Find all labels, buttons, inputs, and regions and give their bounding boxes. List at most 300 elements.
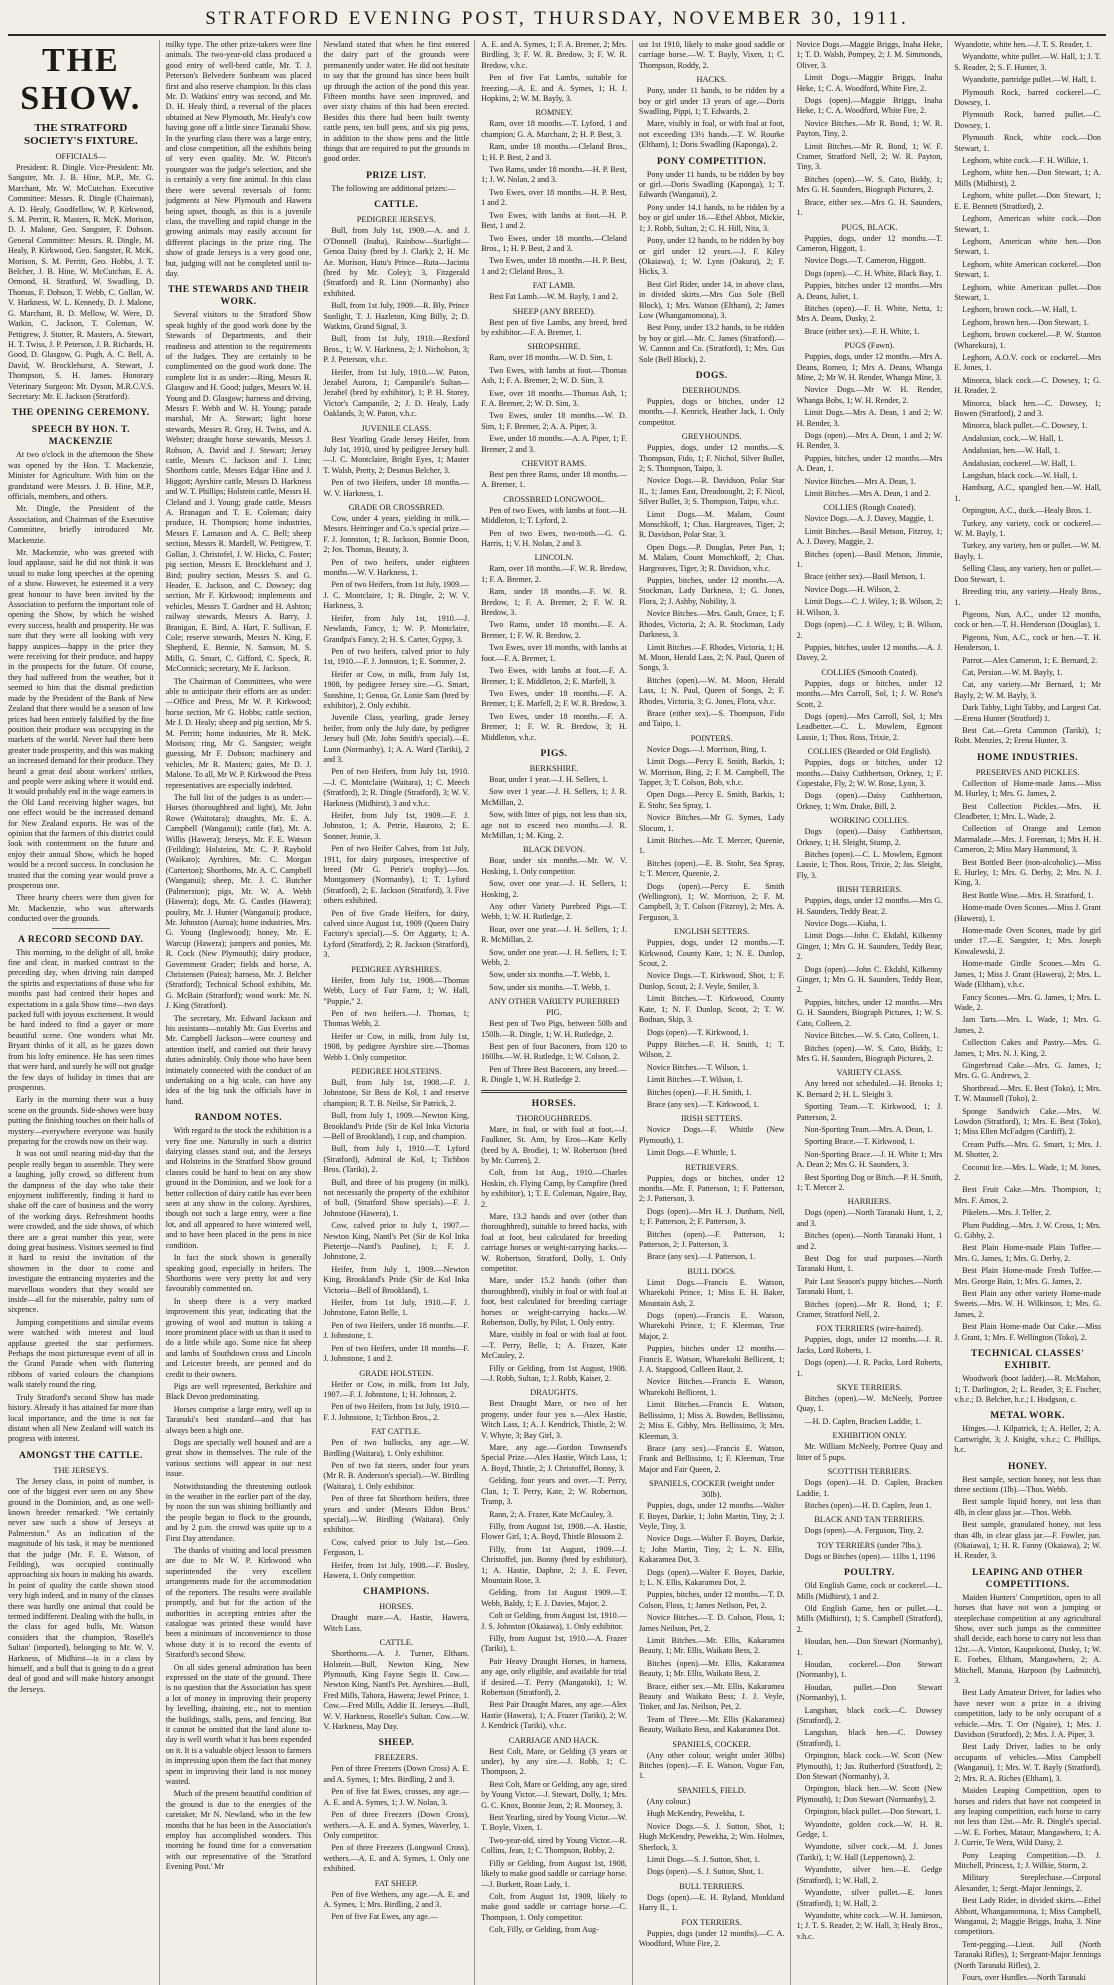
sub-heading: FOX TERRIERS. [681,1917,742,1927]
paragraph: Pen of two bullocks, any age.—W. Birdling (Waitara), 1. Only exhibitor. [323,1438,470,1458]
paragraph: Novice Bitches.—T. Wilson, 1. [646,1062,749,1072]
paragraph: Orpington, black hen.—W. Scott (New Plymouth), 1; Don Stewart (Normanby), 2. [796,1784,943,1804]
paragraph: Limit Bitches.—T. Wilson, 1. [646,1075,743,1085]
sub-heading: COLLIES (Smooth Coated). [821,667,918,677]
paragraph: Pen of three fat Shorthorn heifers, three years and under (Messrs Eldon Bros.' special).—W. Birdling (Waitara). Only exhibitor. [323,1494,470,1535]
paragraph: Puppy Bitches.—F. H. Smith, 1; T. Wilson, 2. [638,1039,785,1060]
sub-heading: CATTLE. [379,1638,413,1648]
paragraph: Best Bottle Wine.—Mrs. H. Stratford, 1. [962,890,1094,900]
paragraph: Boar, under 1 year.—J. H. Sellers, 1. [489,774,608,784]
paragraph: On all sides general admiration has been expressed on the state of the ground. There is no question that the Association has spent a lot of money in improving their property by levelling, draining, etc., not to mention the buildings, stalls, pens, and fencing. But it cannot be omitted that the land alone to-day is well worth what it has been expended on it. It is a valuable object lesson to farmers in impressing upon them the fact that money spent in improving their land is not money wasted. [165,1662,312,1786]
paragraph: Pen of two heifers, under eighteen months.—W. V. Harkness, 1. [323,557,470,578]
paragraph: Pen of two heifers.—J. Thomas, 1; Thomas Webb, 2. [323,1008,470,1029]
paragraph: Wyandotte, golden cock.—W. H. R. Gedge, 1. [796,1819,943,1840]
paragraph: Heifer or Cow, in milk, from 1st July, 1907.—F. J. Johnstone, 1; H. Johnson, 2. [323,1379,470,1399]
paragraph: Sow, under six months.—T. Webb, 1. [489,970,610,980]
paragraph: Old English Game, cock or cockerel.—L. Mills (Midhirst), 1 and 2. [796,1581,943,1601]
paragraph: Puppies, dogs, under 12 months.—Walter F. Boyes, Darkie, 1; John Martin, Tiny, 2; J. Veyle, Tiny, 3. [638,1501,785,1531]
paragraph: Best Lady Amateur Driver, for ladies who have never won a prize in a driving competition, lady to be only occupant of a vehicle.—Mrs. T. Orr (Ngaire), 1; Mrs. J. Davidson (Stratford), 2; Mrs. J. A. Piper, 3. [954,1688,1101,1740]
paragraph: Open Dogs.—P. Douglas, Peter Pan, 1; M. Malam, Count Monschkoff, 2; Chas. Hargreaves, Tiger, 3; R. Davidson, v.h.c. [638,542,785,573]
paragraph: Pen of two Heifers, under 18 months.—W. V. Harkness, 1. [323,478,470,498]
paragraph: Brace (any sex).—T. Kirkwood, 1. [646,1099,760,1109]
paragraph: Cat, any variety.—Mr Bernard, 1; Mr Bayly, 2; W. M. Bayly, 3. [954,680,1101,700]
paragraph: Novice Dogs.—Mr W. H. Render, Whanga Bobs, 1; W. H. Render, 2. [796,385,943,405]
paragraph: Sporting Brace.—T. Kirkwood, 1. [804,1137,915,1147]
paragraph: Bull, from 1st July, 1909.—R. Bly, Prince Sunlight, T. J. Hazleton, King Billy, 2; D. Watkins, Grand Signal, 3. [323,301,470,331]
paragraph: Langshan, black cock.—W. Hall, 1. [962,471,1078,481]
paragraph: Filly or Gelding, from August 1st, 1908, likely to make good saddle or carriage horse.—J. Burkett, Roan Lady, 1. [481,1858,627,1889]
paragraph: Novice Dogs.—A. J. Davey, Maggie, 1. [804,514,934,524]
paragraph: Houdan, pullet.—Don Stewart (Normanby), 1. [796,1682,943,1703]
sub-heading: SKYE TERRIERS. [836,1383,903,1393]
sub-heading: JUVENILE CLASS. [361,423,432,433]
paragraph: Team of Three.—Mr. Ellis (Kakaramea) Beauty, Waikato Bess, and Kakaramea Dot. [638,1714,785,1735]
sub-heading: SCOTTISH TERRIERS. [827,1467,912,1477]
paragraph: Puppies, bitches under 12 months.—Francis E. Watson, Wharekohi Bellicent, 1; J. A. Stapgood, Colleen Baur, 2. [638,1344,785,1375]
section-heading: RANDOM NOTES. [194,1113,283,1124]
paragraph: Turkey, any variety, cock or cockerel.—W. M. Bayly, 1. [954,518,1101,539]
paragraph: Ram, over 18 months.—T. Lyford, 1 and champion; G. A. Marchant, 2; H. P. Best, 3. [481,119,627,139]
paragraph: Dogs (open).—Daisy Cuthbertson, Orkney, 1; H. Sleight, Stump, 2. [796,827,943,847]
sub-heading: IRISH TERRIERS. [836,885,903,895]
paragraph: Truly Stratford's second Show has made history. Already it has attained far more than local importance, and the time is not far distant when all New Zealand will watch its progress with interest. [8,1392,154,1444]
sub-heading: BULL TERRIERS. [679,1881,745,1891]
paragraph: Dogs (open).—C. J. Wiley, 1; B. Wilson, 2. [796,620,943,640]
paragraph: Limit Dogs.—C. J. Wiley, 1; B. Wilson, 2; H. Wilson, 3. [796,597,943,617]
sub-heading: VARIETY CLASS. [836,1068,903,1078]
paragraph: Dogs (open).—T. Kirkwood, 1. [646,1027,749,1037]
sub-heading: SHROPSHIRE. [527,342,581,352]
sub-heading: HARRIERS. [847,1197,892,1207]
paragraph: —H. D. Caplen, Bracken Laddie, 1. [804,1416,921,1426]
sub-heading: ENGLISH SETTERS. [674,927,750,937]
section-heading: PONY COMPETITION. [656,156,767,167]
section-heading: THE STRATFORD SOCIETY'S FIXTURE. [24,122,138,147]
column-7 [954,40,1106,1985]
paragraph: Best Draught Mare, or two of her progeny, under four yea s.—Alex Hastie, Witch Lass, 1; A. J. Kendrick, Thistle, 2; W. V. Whyte, 3; Bay Girl, 3. [481,1399,627,1440]
sub-heading: GRADE OR CROSSBRED. [348,503,445,513]
paragraph: Shorthorns.—A. J. Turner, Eltham. Holstein.—Bull, Newton King, New Plymouth, King Fayne Segis II. Cow.—Newton King, Nantl's Pet. Ayrshires.—Bull, Fred Mills, Tahora, Hawera; Jewel Prince, 1. Cow.—Fred Mills, Addie II. Jerseys.—Bull, W. V. Harkness, Roselle's Sultan. Cow.—W. V. Harkness, May Day. [323,1649,470,1732]
paragraph: Puppies, dogs or bitches, under 12 months.—Daisy Cuthbertson, Orkney, 1; F. Copestake, Fly, 2; W. W. Rose, Lyon, 3. [796,758,943,788]
section-heading: SHEEP. [378,1738,415,1749]
sub-heading: PEDIGREE JERSEYS. [356,215,436,225]
paragraph: Two Ewes, over 18 months.—H. P. Best, 1 and 2. [481,187,627,208]
paragraph: Notwithstanding the threatening outlook in the weather in the earlier part of the day, by noon the sun was shining brilliantly and the people began to flock to the grounds, and by 2 p.m. the crowd was quite up to a First Day attendance. [165,1481,312,1543]
paragraph: Best Colt, Mare or Gelding, any age, sired by Young Victor.—J. Stewart, Dolly, 1; Mrs. G. C. Knox, Bonnie Jean, 2; R. Moorsey, 3. [481,1779,627,1810]
sub-heading: PEDIGREE HOLSTEINS. [351,1066,442,1076]
paragraph: Brace (either sex).—S. Thompson, Fido and Taipo, 1. [638,708,785,729]
paragraph: Bull, from July 1, 1910.—T. Lyford (Stratford), Admiral de Kol, 1; Tichbon Bros. (Tariki), 2. [323,1144,470,1175]
sub-heading: THOROUGHBREDS. [515,1113,593,1123]
paragraph: Leghorn, white cock.—F. H. Wilkie, 1. [962,156,1089,166]
paragraph: Bitches (open).—Basil Metson, Jimmie, 1. [796,549,943,570]
paragraph: Puppies, bitches, under 12 months.—Mrs A. Dean, 1. [796,453,943,474]
paragraph: Dogs (open).—J. R. Packs, Lord Roberts, 1. [796,1358,943,1378]
paragraph: Any breed not scheduled.—H. Brooks 1; K. Bernard 2; H. L. Sleight 3. [796,1079,943,1099]
sub-heading: PRESERVES AND PICKLES. [975,767,1080,777]
paragraph: Pair Heavy Draught Horses, in harness, any age, only eligible, and available for trial if desired.—T. Perry (Mangatoki), 1; W. Robertson (Stratford), 2. [481,1656,627,1697]
paragraph: Rann, 2; A. Frazer, Kate McCauley, 3. [489,1509,614,1519]
paragraph: Puppies, bitches under 12 months.—Mrs A. Deans, Juliet, 1. [796,281,943,301]
paragraph: Fours, over Hurdles.—North Taranaki [962,1973,1086,1982]
paragraph: Mare, in foal, or with foal at foot.—J. Faulkner, St. Ann, by Eros—Kate Kelly (bred by A. Brodie), 1; W. Robertson (bred by Mr. Curren), 2. [481,1124,627,1165]
sub-heading: SPANIELS, COCKER. [672,1739,751,1749]
sub-heading: HACKS. [696,75,727,85]
paragraph: Puppies, dogs or bitches, under 12 months.—Mr. F. Patterson, 1; F. Patterson, 2; J. Patterson, 3. [638,1173,785,1204]
paragraph: Novice Dogs.—J. Morrison, Bing, 1. [646,744,767,754]
paragraph: Woodwork (boot ladder).—R. McMahon, 1; T. Darlington, 2; L. Reader, 3; E. Fischer, v.h.c.; D. Belcher, h.c.; I. Hodgson, c. [954,1374,1101,1404]
paragraph: Colt or Gelding, from August 1st, 1910.—J. S. Johnston (Okaiawa), 1. Only exhibitor. [481,1611,627,1631]
paragraph: Pen of five Fat Ewes, any age.— [331,1912,438,1922]
paragraph: Best sample, section honey, not less than three sections (1lb).—Thos. Webb. [954,1474,1101,1494]
sub-heading: BLACK AND TAN TERRIERS. [814,1515,925,1525]
paragraph: Pen of five Wethers, any age.—A. E. and A. Symes, 1; Mrs. Birdling, 2 and 3. [323,1889,470,1909]
paragraph: Limit Bitches.—Basil Metson, Fitzroy, 1; A. J. Davey, Maggie, 2. [796,526,943,547]
sub-heading: ANY OTHER VARIETY PUREBRED PIG. [488,997,620,1018]
paragraph: Brace, either sex.—Mr. Ellis, Kakaramea Beauty and Waikato Bess; J. J. Veyle, Tinker, and Jas. Neilson, Pet, 2. [638,1681,785,1712]
paragraph: Novice Dogs.—Walter F. Boyes, Darkie, 1; John Martin, Tiny, 2; L. N. Ellis, Kakaramea Dot, 3. [638,1534,785,1565]
paragraph: Dogs (open).—Mrs Carroll, Sol, 1; Mrs Leadbetter.—C. L. Mowlem, Egmont Lassie, 1; Thos. Ross, Trixie, 2. [796,711,943,742]
paragraph: Collection Cakes and Pastry.—Mrs. G. James, 1; Mrs. N. J. King, 2. [954,1038,1101,1058]
paragraph: Pen of Three Best Baconers, any breed.—R. Dingle 1, W. H. Rutledge 2. [481,1064,627,1085]
sub-heading: SHEEP (ANY BREED). [512,306,596,316]
paragraph: Leghorn, A.O.V. cock or cockerel.—Mrs E. Jones, 1. [954,352,1101,373]
paragraph: Filly, from 1st August, 1909.—J. Christoffel, jun. Bonny (bred by exhibitor), 1; A. Hastie, Daphne, 2; J. E. Fever, Mountain Rose, 3. [481,1544,627,1585]
paragraph: Novice Bitches.—Mrs. Gault, Grace, 1; F. Rhodes, Victoria, 2; A. R. Stockman, Lady Darkness, 3. [638,609,785,640]
paragraph: Two Ewes, under 18 months.—H. P. Best, 1 and 2; Cleland Bros., 3. [481,256,627,276]
paragraph: Pen of two Heifers, under 18 months—F. J. Johnstone, 1 and 2. [323,1343,470,1364]
paragraph: Any other Variety Purebred Pigs.—T. Webb, 1; W. H. Rutledge, 2. [481,902,627,922]
paragraph: Sporting Team.—T. Kirkwood, 1; J. Patterson, 2. [796,1102,943,1122]
paragraph: Two Ewes, under 18 months.—F. A. Bremer, 1; F. W. R. Bredow, 3; H. Middleton, v.h.c. [481,711,627,742]
paragraph: Andalusian, cock.—W. Hall, 1. [962,433,1064,443]
paragraph: Pen of two Ewes, two-tooth.—G. G. Harris, 1; V. H. Nolan, 2 and 3. [481,528,627,549]
paragraph: Home-made Oven Scones.—Miss J. Grant (Hawera), 1. [954,903,1101,923]
paragraph: Dogs (open).—C. H. White, Black Bay, 1. [804,268,942,278]
paragraph: Brace (either sex).—F. H. White, 1. [804,326,920,336]
paragraph: Novice Dogs.—S. J. Sutton, Shot, 1; Hugh McKendry, Pewekha, 2; Wm. Holmes, Sherlock, 3. [638,1821,785,1852]
sub-heading: BLACK DEVON. [523,845,585,855]
paragraph: Pen of two heifers, calved prior to July 1st, 1910.—F. J. Jonnston, 1; E. Sommer, 2. [323,646,470,667]
paragraph: Mr. Mackenzie, who was greeted with loud applause, said he did not think it was usual to make long speeches at the opening of a show. However, he esteemed it a very great honour to have been invited by the Association to perform the important role of opening the Show, by which he wished every success, health and prosperity. He was sure that they were all looking with very happy auspices—happy in the price they were receiving for their produce, and happy in the prospects for the future. Of course, they had suffered from the weather, but it seemed to him that the dismal prediction made by the President of the Bank of New Zealand that there would be a season of low prices had been entirely falsified by the fine position their produce was occupying in the markets of the world. Never had there been greater trade prosperity, and this was making an increased demand for their produce. They heard a great deal about workers' strikes, and people were asking where it would end. It would probably end in the wage earners in the Old Land receiving higher wages, but one effect would be the increased demand for New Zealand exports. He was of the opinion that the farmers of this district could look with contentment on the future and enjoy their annual Show, which he hoped would be a record success. In conclusion he trusted that the coming year would prove a prosperous one. [8,548,154,890]
paragraph: Pen of two Ewes, with lambs at foot.—H. Middleton, 1; T. Lyford, 2. [481,505,627,526]
paragraph: Pair Last Season's puppy bitches.—North Taranaki Hunt, 1. [796,1276,943,1297]
paragraph: Plum Pudding.—Mrs. J. W. Cross, 1; Mrs. G. Gibby, 2. [954,1220,1101,1241]
paragraph: Hugh McKendry, Pewekha, 1. [646,1809,745,1819]
column-3 [323,40,475,1985]
paragraph: Military Steeplechase.—Corporal Alexander, 1; Sergt.-Major Jennings, 2. [954,1873,1101,1893]
paragraph: The Jersey class, in point of number, is one of the biggest ever seen on any Show ground in the Dominion, and, as one well-known breeder remarked: "We certainly never saw such a show of Jerseys at Palmerston." As an indication of the magnitude of his task, it may be mentioned that the judge (Mr. F. E. Watson, of Feilding), was occupied continually approaching six hours in making his awards. In point of quality the cattle shown stood very high indeed, and in many of the classes there was hardly one animal that could be termed indifferent. Dealing with the bulls, in the class for aged bulls, Mr. Watson considers that the champion, 'Roselle's Sultan' (imported), belonging to Mr. W. V. Harkness, of Midhirst—is in a class by himself, and a bull that is going to do a great deal of good and will make history amongst the Jerseys. [8,1476,154,1694]
paragraph: Dogs (open).—S. J. Sutton, Shot, 1. [646,1867,764,1877]
paragraph: Orpington, black cock.—W. Scott (New Plymouth), 1; Jas. Rutherford (Stratford), 2; Don Stewart (Normanby), 3. [796,1751,943,1782]
paragraph: Bitches (open).—Mr R. Bond, 1; F. Cramer, Stratford Nell, 2. [796,1299,943,1320]
sub-heading: THE JERSEYS. [53,1465,109,1475]
paragraph: Best Colt, Mare, or Gelding (3 years or under), by any sire.—J. Robb, 1; C. Thompson, 2. [481,1746,627,1777]
paragraph: Brace, either sex.—Mrs G. H. Saunders, 1. [796,197,943,218]
paragraph: Two Ewes, with lambs at foot.—F. A. Bremer, 1; E. Middleton, 2; E. Marfell, 3. [481,666,627,686]
paragraph: Leghorn, brown cock.—W. Hall, 1. [962,305,1077,315]
paragraph: Wyandotte, white cock.—W. H. Jamieson, 1; J. T. S. Reader, 2; W. Hall, 3; Healy Bros., v.h.c. [796,1910,943,1941]
paragraph: Jam Tarts.—Mrs. L. Wade, 1; Mrs. G. James, 2. [954,1015,1101,1035]
sub-heading: PUGS, BLACK. [841,222,898,232]
paragraph: Heifer, from 1st July, 1910.—W. Paton, Jezabel Aurora, 1; Campanile's Sultan—Jezabel (bred by exhibitor), 1; P. H. Storey, Victor's Campanile, 2; J. D. Healy, Lady Oaklands, 3; W. Paton, v.h.c. [323,367,470,419]
paragraph: Heifer, from July 1, 1909.—Newton King, Brookland's Pride (Sir de Kol Inka Victoria—Bell of Brookland), 1. [323,1264,470,1295]
paragraph: Dogs (open).—E. H. Ryland, Monkland Harry II., 1. [638,1892,785,1913]
paragraph: Novice Bitches.—Francis E. Watson, Wharekohi Bellicent, 1. [638,1377,785,1397]
paragraph: Bitches (open).—F. H. Smith, 1. [646,1087,752,1097]
paragraph: Pen of two Heifers, from 1st July, 1909.—J. C. Montclaire, 1; R. Dingle, 2; W. V. Harkness, 3. [323,580,470,611]
paragraph: Filly, from August 1st, 1910.—A. Frazer (Tariki), 1. [481,1633,627,1654]
paragraph: Filly or Gelding, from 1st August, 1908.—J. Robb, Sultan, 1; J. Robb, Kaiser, 2. [481,1363,627,1384]
paragraph: Sponge Sandwich Cake.—Mrs. W. Lowdon (Stratford), 1; Mrs. E. Best (Toko), 1; Miss Ellen McFadgen (Cardiff), 2. [954,1106,1101,1137]
paragraph: Best Girl Rider, under 14, in above class, in divided skirts.—Mrs Gus Sole (Bell Block), 1; Mrs. Watson (Eltham), 2; James Low (Whangamomona), 3. [638,279,785,320]
paragraph: Best pen of four Baconers, from 120 to 160lbs.—W. H. Rutledge, 1; W. Colson, 2. [481,1042,627,1062]
paragraph: Pen of five fat Ewes, crosses, any age.—A. E. and A. Symes, 1; J. W. Nolan, 3. [323,1787,470,1807]
section-heading: METAL WORK. [990,1411,1066,1422]
paragraph: Wyandotte, silver cock.—M. J. Jones (Tariki), 1; W. Hall (Leppertown), 2. [796,1842,943,1862]
paragraph: Non-Sporting Brace.—J. H. White 1; Mrs A. Dean 2; Mrs G. H. Saunders, 3. [796,1149,943,1170]
paragraph: Leghorn, American white cock.—Don Stewart, 1. [954,214,1101,234]
paragraph: Bull, from July 1st, 1908.—F. J. Johnstone, Sir Bess de Kol, 1 and reserve champion; R. T. B. Neilse, Sir Patrick, 2. [323,1077,470,1108]
paragraph: Bitches (open).—F. Patterson, 1; Patterson, 2; J. Patterson, 3. [638,1229,785,1249]
paragraph: Two Ewes, with lambs at foot.—Thomas Ash, 1; F. A. Bremer, 2; W. D. Sim, 3. [481,365,627,386]
paragraph: In sheep there is a very marked improvement this year, indicating that the growing of wool and mutton is taking a more prominent place with us than it used to do a little while ago. Some nice fat sheep and lambs of Southdown cross and Lincoln and Leicester breeds, are penned and do credit to their owners. [165,1296,312,1379]
paragraph: Wyandotte, white pullet.—W. Hall, 1; J. T. S. Reader, 2; S. F. Hunter, 3. [954,52,1101,72]
paragraph: Wyandotte, partridge pullet.—W. Hall, 1. [962,75,1097,85]
paragraph: Dogs (open).—Walter F. Boyes, Darkie, 1; L. N. Ellis, Kakaramea Dot, 2. [638,1567,785,1587]
paragraph: Limit Dogs.—Maggie Briggs, Inaha Heke, 1; C. A. Woodford, White Fire, 2. [796,73,943,93]
column-6 [797,40,949,1985]
section-heading: PIGS. [540,748,568,759]
paragraph: Mare, any age.—Gordon Townsend's Special Prize.—Alex Hastie, Witch Lass, 1; A. Boyd, Thistle, 2; J. Christoffel, Bonny, 3. [481,1443,627,1473]
paragraph: Limit Bitches.—Mr. T. Mercer, Queenie, 1. [638,836,785,856]
paragraph: Breeding trio, any variety.—Healy Bros., 1. [954,587,1101,607]
paragraph: Plymouth Rock, barred pullet.—C. Dowsey, 1. [954,110,1101,130]
paragraph: Best Plain Home-made Plain Toffee.—Mrs. G. James, 1; Mrs. G. Derby, 2. [954,1243,1101,1263]
paragraph: Bitches (open).—C. L. Mowlem, Egmont Lassie, 1; Thos. Ross, Trixie, 2; Jas. Sleight, Fly, 3. [796,850,943,880]
paragraph: Brace (any sex).—Francis E. Watson, Frank and Bellissimo, 1; F. Kleeman, True Major and Fair Queen, 2. [638,1443,785,1474]
paragraph: Andalusian, cockerel.—W. Hall, 1. [962,458,1076,468]
sub-heading: FAT LAMB. [532,281,576,291]
paragraph: Heifer, from July 1st, 1909.—F. J. Johnston, 1; A. Petrie, Hauroto, 2; E. Sonner, Jeanie, 3. [323,811,470,841]
paragraph: Leghorn, white American cockerel.—Don Stewart, 1. [954,259,1101,280]
paragraph: Colt, from 1st Aug., 1910.—Charles Hoskin, ch. Flying Camp, by Campfire (bred by exhibitor), 1; T. E. Coleman, Ngaire, Bay, 2. [481,1168,627,1209]
paragraph: Early in the morning there was a busy scene on the grounds. Side-shows were busy putting the finishing touches on their halls of mystery—everywhere everyone was busily preparing for the crowds now on their way. [8,1095,154,1146]
sub-heading: CARRIAGE AND HACK. [508,1735,600,1745]
paragraph: Pen of two Heifers, from 1st July, 1910.—F. J. Johnstone, 1; Tichbon Bros., 2. [323,1402,470,1422]
paragraph: Mare, visibly in foal or with foal at foot.—T. Perry, Belle, 1; A. Frazer, Kate McCauley, 2. [481,1330,627,1361]
section-heading: SPEECH BY HON. T. MACKENZIE [31,425,131,448]
sub-heading: SPANIELS, COCKER (weight under 30lb). [649,1479,775,1500]
paragraph: Dogs (open).—Percy E. Smith (Wellington), 1; W. Morrison, 2; F. M. Campbell, 3; T. Colson (Fitzroy), 2; Mrs. A. Ferguson, 3. [638,881,785,922]
sub-heading: COLLIES (Bearded or Old English). [807,747,932,757]
paragraph: Best Fat Lamb.—W. M. Bayly, 1 and 2. [489,292,618,302]
paragraph: Best Lady Driver, ladies to be only occupants of vehicles.—Miss Campbell (Wanganui), 1; Mrs. W. T. Bayly (Stratford), 2; Mrs. R. A. Riches (Eltham), 3. [954,1742,1101,1783]
sub-heading: WORKING COLLIES. [829,816,909,826]
paragraph: Mare, 13.2 hands and over (other than thoroughbred), suitable to breed hacks, with foal at foot, best calculated for breeding carriage horses or weight-carrying hacks.—W. Robertson, Stratford, Dolly, 1. Only competitor. [481,1211,627,1273]
paragraph: Parrot.—Alex Cameron, 1; E. Bernard, 2. [962,655,1098,665]
paragraph: Puppies, dogs, under 12 months.—T. Cameron, Higgott, 1. [796,233,943,253]
paragraph: The Chairman of Committees, who were able to anticipate their efforts are as under:—Office and Press, Mr W. P. Kirkwood; horse section, Mr G. Hobbs; cattle section, Mr J. D. Healy; sheep and pig section, Mr S. M. Perritt; home industries, Mr R. McK. Morison; ring, Mr G. Sangster; weight guessing, Mr F. Dobson; machinery and vehicles, Mr R. Masters; gates, Mr D. J. Malone. To all, Mr W. P. Kirkwood the Press representatives are especially indebted. [165,676,312,790]
paragraph: Bull, from July 1st, 1909.—A. and J. O'Donnell (Inaha), Rainbow—Starlight—Genoa Daisy (bred by J. Clark); 2, H. Mc Ae. Morison, Hatu's Prince—Ruta—Jacinta (bred by Mr. Coley); 3, Fitzgerald (Stratford) and R. Linn (Normanby) also exhibited. [323,226,470,298]
paragraph: Best pen three Rams, under 18 months.—A. Bremer, 1. [481,470,627,490]
paragraph: Novice Bitches.—Mrs A. Dean, 1. [804,476,917,486]
paragraph: Best sample liquid honey, not less than 4lb, in clear glass jar.—Thos. Webb. [954,1497,1101,1517]
paragraph: Collection of Orange and Lemon Marmalade.—Mrs. J. Foreman, 1; Mrs H. H. Cameron, 2; Miss Mary Hammond, 3. [954,824,1101,855]
paragraph: Bull, from July 1, 1909.—Newton King, Brookland's Pride (Sir de Kol Inka Victoria—Bell of Brookland), 1 cup, and champion. [323,1111,470,1141]
paragraph: Heifer, from 1st July, 1908.—F. Bosley, Hawera, 1. Only competitor. [323,1560,470,1580]
sub-heading: POINTERS. [690,733,733,743]
paragraph: Dogs or Bitches (open).— 11lbs 1, 1196 [804,1551,936,1561]
paragraph: Selling Class, any variety, hen or pullet.—Don Stewart, 1. [954,564,1101,584]
paragraph: With regard to the stock the exhibition is a very fine one. Naturally in such a district dairying classes stand out, and the Jerseys and Holsteins in the Stratford Show ground classes could be hard to beat on any show ground in the Dominion, and we look for a better collection of dairy cattle has ever been seen at any show in the colony. Ayrshires, though not such a large entry, were a fine lot, and all appeared to have wintered well, and to have been placed in the pens in nice condition. [165,1126,312,1250]
paragraph: Leghorn, white American pullet.—Don Stewart, 1. [954,282,1101,302]
section-heading: HORSES. [531,1098,577,1109]
sub-heading: TOY TERRIERS (under 7lbs.). [816,1540,923,1550]
paragraph: Heifer, from July 1st, 1908.—Thomas Webb, Lucy of Fair Farm, 1; W. Hall, "Poppie," 2. [323,975,470,1006]
sub-heading: PEDIGREE AYRSHIRES. [351,964,442,974]
sub-heading: CROSSBRED LONGWOOL. [503,494,605,504]
paragraph: Novice Bitches.—W. S. Cato, Colleen, 1. [804,1031,939,1041]
paragraph: Ram, over 18 months.—W. D. Sim, 1. [489,353,613,363]
paragraph: Gingerbread Cake.—Mrs. G. James, 1; Mrs. G. G. Andrews, 2. [954,1060,1101,1081]
paragraph: Home-made Oven Scones, made by girl under 17.—E. Sangster, 1; Mrs. Joseph Kowalewski, 2. [954,926,1101,956]
paragraph: Maiden Hunters' Competition, open to all horses that have not won a jumping or steeplechase competition at any agricultural Show, over such jumps as the committee shall decide, each horse to carry not less than 12st.—A. Vinton, Kaupokonui, Dusky, 1; W. E. Forbes, Eltham, Mangawhero, 2; A. Mitchell, Manaia, Harpoon (by Ladmitch), 3. [954,1592,1101,1686]
paragraph: Best Dog for stud purposes.—North Taranaki Hunt, 1. [796,1254,943,1274]
sub-heading: FAT CATTLE. [371,1427,422,1437]
paragraph: This morning, to the delight of all, broke fine and clear, in marked contrast to the preceding day, when driving rain damped the spirits and expectations of those who for months past had centred their hopes and expectations in a gala Show time—two days packed full with joyous excitement. It would be hard indeed to find a gayer or more beautiful scene. One wonders what Mr. Bryant thinks of it all, as he gazes down from his lofty eminence. He has seen times that were hard, and surely he will not grudge the few days of holiday in times that are prosperous. [8,947,154,1092]
paragraph: Pony, under 12 hands, to be ridden by boy or girl under 12 years.—J. F. Kiley (Okaiawa), 1; W. Lynn (Oakura), 2; F. Hicks, 3. [638,236,785,277]
section-heading: HOME INDUSTRIES. [977,752,1079,763]
paragraph: Best Yearling Grade Jersey Heifer, from July 1st, 1910, sired by pedigree Jersey bull.—J. C. Montclaire, Bright Eyes, 1; Master T. Walsh, Pretty, 2; Desmus Belcher, 3. [323,434,470,475]
paragraph: Novice Bitches.—Mr R. Bond, 1; W. R. Payton, Tiny, 2. [796,118,943,139]
paragraph: Best Bottled Beer (non-alcoholic).—Miss E. Hurley, 1; Mrs. G. Derby, 2; Mrs. N. J. King, 3. [954,857,1101,888]
paragraph: Limit Dogs.—Percy E. Smith, Barkis, 1; W. Morrison, Bing, 2; F. M. Campbell, The Tapper, 3; T. Colson, Bob, v.h.c. [638,757,785,787]
paragraph: Minorca, black hen.—C. Dowsey, 1; Bowen (Stratford), 2 and 3. [954,398,1101,418]
paragraph: Dogs (open).—Mrs H. J. Dunham, Nell, 1; F. Patterson, 2; F. Patterson, 3. [638,1206,785,1227]
paragraph: Plymouth Rock, white cock.—Don Stewart, 1. [954,133,1101,153]
paragraph: Best Pair Draught Mares, any age.—Alex Hastie (Hawera), 1; A. Frazer (Tariki), 2; W. J. Kendrick (Tariki), v.h.c. [481,1700,627,1731]
paragraph: Cow, under 4 years, yielding in milk.—Messrs. Heitringer and Co.'s special prize.—F. J. Jonnston, 1; R. Jackson, Bonnie Doon, 2; Jos. Thomas, Beauty, 3. [323,514,470,555]
paragraph: Heifer or Cow, in milk, from July 1st, 1908, by pedigree Jersey sire.—G. Smart, Sunshine, 1; Genoa, Gr. Lonie Sam (bred by exhibitor), 2. Only exhibit. [323,669,470,710]
paragraph: Gelding, four years and over.—T. Perry, Clan, 1; T. Perry, Kate, 2; W. Robertson, Tramp, 3. [481,1476,627,1507]
sub-heading: CHEVIOT RAMS. [521,459,587,468]
sub-heading: DRAUGHTS. [530,1388,578,1398]
paragraph: Heifer, from 1st July, 1910.—F. J. Johnstone, Eaton Belle, 1. [323,1298,470,1318]
column-2 [166,40,318,1985]
paragraph: Shortbread.—Mrs. E. Best (Toko), 1; Mrs. T. W. Maunsell (Toko), 2. [954,1083,1101,1104]
paragraph: Pony, under 11 hands, to be ridden by a boy or girl under 13 years of age.—Doris Swadling, Pippi, 1; T. Edwards, 2. [638,86,785,117]
paragraph: ust 1st 1910, likely to make good saddle or carriage horse.—W. T. Bayly, Vixen, 1; C. Thompson, Roddy, 2. [638,40,785,70]
paragraph: Pikelets.—Mrs. J. Telfer, 2. [962,1208,1052,1218]
paragraph: Best Collection Pickles.—Mrs. H. Cleadbeter, 1; Mrs. L. Wade, 2. [954,801,1101,821]
paragraph: Puppies, dogs or bitches, under 12 months.—Mrs Carroll, Sol, 1; J. W. Rose's Scott, 2. [796,678,943,709]
paragraph: Bitches (open).—W. S. Cato, Biddy, 1; Mrs G. H. Saunders, Biograph Pictures, 2. [796,1043,943,1063]
paragraph: Orpington, black pullet.—Don Stewart, 1. [804,1807,941,1817]
paragraph: Puppies, bitches, under 12 months.—Mrs G. H. Saunders, Biograph Pictures, 1; W. S. Cato, Colleen, 2. [796,997,943,1028]
paragraph: Dogs (open).—H. D. Caplen, Bracken Laddie, 1. [796,1478,943,1498]
paragraph: Two Ewes, under 18 months.—Cleland Bros., 1; H. P. Best, 2 and 3. [481,233,627,253]
columns-container [8,40,1106,1982]
section-heading: CHAMPIONS. [363,1587,430,1598]
section-heading: HONEY. [1007,1461,1048,1472]
paragraph: Langshan, black hen.—C. Dowsey (Stratford), 1. [796,1728,943,1748]
divider [481,1090,627,1093]
paragraph: Jumping competitions and similar events were watched with interest and loud applause greeted the star performers. Perhaps the most picturesque event of all in the Grand Parade when with fluttering ribbons of varied colours the champions walk stately round the ring. [8,1317,154,1390]
section-title: THE SHOW. [20,42,142,117]
sub-heading: FOX TERRIERS (wire-haired). [816,1324,923,1334]
paragraph: Novice Dogs.—T. Kirkwood, Shot, 1; F. Dunlop, Scout, 2; J. Veyle, Smiler, 3. [638,971,785,991]
paragraph: Limit Dogs.—Francis E. Watson, Wharekohi Prince, 1; Miss E. H. Baker, Mountain Ash, 2. [638,1277,785,1308]
paragraph: Coconut Ice.—Mrs. L. Wade, 1; M. Jones, 2. [954,1162,1101,1182]
paragraph: Wyandotte, silver pullet.—E. Jones (Stratford), 1; W. Hall, 2. [796,1888,943,1908]
paragraph: Pony under 14.1 hands, to be ridden by a boy or girl under 16.—Ethel Abbot, Mickie, 1; J. Robb, Sultan, 2; C. H. Hill, Nita, 3. [638,202,785,233]
paragraph: Heifer or Cow, in milk, from July 1st, 1908, by pedigree Ayrshire sire.—Thomas Webb 1. Only competitor. [323,1031,470,1062]
paragraph: Pigeons, Nun, A.C., cock or hen.—T. H. Henderson, 1. [954,632,1101,653]
paragraph: The full list of the judges is as under:—Horses (thoroughbred and light), Mr. John Rowe (Waitotara); draughts, Mr. E. A. Campbell (Wanganui); cattle (fat), Mr. A. Willis (Hawera); Jerseys, Mr. F. E. Watson (Feilding); Holsteins, Mr. C. P. Raybold (Waikato); Ayrshires, Mr. C. Morgan (Carterton); Shorthorns, Mr. A. C. Campbell (Wanganui); sheep, Mr. J. C. Butcher (Palmerston); pigs, Mr. W. A. Webb (Hawera); dogs, Mr. G. Castles (Hawera); poultry, Mr. J. Hunter (Wanganui); produce, Mr. Johnston (Auroa); home industries, Mrs. G. Young (Inglewood); honey, Mr. E. Warcup (Hawera); jumpers and ponies, Mr. R. Cock (New Plymouth); dairy produce, Government Grader; fields and horse, A. Christensen (Patea); harness, Mr. J. Belcher (Stratford); Technical School exhibits, Mr. G. McBain (Stratford); wood work: Mr. N. J. King (Stratford). [165,793,312,1011]
sub-heading: IRISH SETTERS. [680,1114,743,1124]
paragraph: Wyandotte, white hen.—J. T. S. Reader, 1. [954,40,1092,49]
paragraph: Novice Bitches.—Mr G. Symes, Lady Slocum, 1. [638,813,785,833]
paragraph: Open Dogs.—Percy E. Smith, Barkis, 1; E. Stohr, Sea Spray, 1. [638,790,785,810]
paragraph: The thanks of visiting and local pressmen are due to Mr W. P. Kirkwood who superintended the very excellent arrangements made for the accommodation of the reporters. The results were available promptly, and but for the action of the authorities in accepting entries after the catalogue was printed these would have been a minimum of inconvenience to those whose duty it is to record the events of Stratford's second Show. [165,1546,312,1660]
paragraph: Draught mare.—A. Hastie, Hawera, Witch Lass. [323,1613,470,1633]
paragraph: Novice Dogs.—F. Whittle (New Plymouth), 1. [638,1125,785,1145]
paragraph: Best Plain Home-made Fresh Toffee.—Mrs. George Bain, 1; Mrs. G. James, 2. [954,1266,1101,1286]
paragraph: Best Fruit Cake.—Mrs. Thompson, 1; Mrs. F. Amos, 2. [954,1185,1101,1205]
paragraph: Best Yearling, sired by Young Victor.—W. T. Boyle, Vixen, 1. [481,1813,627,1833]
sub-heading: GRADE HOLSTEIN. [359,1368,434,1378]
paragraph: Dogs (open).—Mrs A. Dean, 1 and 2; W. H. Render, 3. [796,431,943,451]
paragraph: Hinges.—J. Kilpatrick, 1; A. Heller, 2; A. Cartwright, 3; J. Knight, v.h.c.; C. Phillips, h.c. [954,1424,1101,1455]
paragraph: Ram, over 18 months.—F. W. R. Bredow, 1; F. A. Bremer, 2. [481,564,627,584]
sub-heading: LINCOLN. [534,553,574,563]
sub-heading: COLLIES (Rough Coated). [823,503,916,513]
section-heading: LEAPING AND OTHER COMPETITIONS. [972,1567,1084,1590]
column-4 [481,40,633,1985]
paragraph: Bitches (open).—W. M. Moon, Herald Lass, 1; N. Paul, Queen of Songs, 2; F. Rhodes, Victoria, 3; G. Jones, Flora, v.h.c. [638,675,785,706]
paragraph: Heifer, from July 1st, 1910.—J. Newlands, Fancy, 1; W. P. Montclaire, Grandpa's Fancy, 2; H. S. Carter, Gypsy, 3. [323,613,470,644]
paragraph: Two Rams, under 18 months.—H. P. Best, 1; J. W. Nolan, 2 and 3. [481,165,627,185]
paragraph: Ewe, over 18 months.—Thomas Ash, 1; F. A. Bremer, 2; W. D. Sim, 3. [481,388,627,408]
paragraph: Novice Dogs.—R. Davidson, Polar Star II., 1; James East, Dreadnought, 2; F. Nicol, Silver Bullet, 3; S. Thompson, Taipo, v.h.c. [638,476,785,507]
paragraph: Dogs (open).—North Taranaki Hunt, 1, 2, and 3. [796,1208,943,1228]
paragraph: Non-Sporting Team.—Mrs. A. Dean, 1. [804,1124,933,1134]
paragraph: Puppies, dogs, under 12 months.—Mrs A. Deans, Romeo, 1; Mrs A. Deans, Whanga Mine, 2; Mr W. H. Render, Whanga Mine, 3. [796,352,943,382]
paragraph: Leghorn, brown cockerel.—P. W. Stanton (Wharekura), 1. [954,330,1101,350]
paragraph: Puppies, dogs, under 12 months.—T. Kirkwood, County Kate, 1; N. E. Dunlop, Scout, 2. [638,938,785,969]
paragraph: Two-year-old, sired by Young Victor.—R. Collins, Jean, 1; C. Thompson, Bobby, 2. [481,1835,627,1856]
section-heading: TECHNICAL CLASSES' EXHIBIT. [970,1349,1085,1372]
paragraph: Ram, under 18 months.—F. W. R. Bredow, 1; F. A. Bremer, 2; F. W. R. Bredow, 3. [481,587,627,618]
sub-heading: RETRIEVERS. [685,1162,739,1172]
paragraph: Much of the present beautiful condition of the ground is due to the energies of the caretaker, Mr N. Newland, who in the few months that he has been in the Association's employ has accomplished wonders. This morning he found time for a conversation with our representative of the 'Stratford Evening Post.' Mr [165,1789,312,1872]
paragraph: Pigeons, Nun, A.C., under 12 months, cock or hen.—T. H. Henderson (Douglas), 1. [954,609,1101,630]
sub-heading: BERKSHIRE. [529,763,579,773]
section-heading: THE STEWARDS AND THEIR WORK. [168,285,310,308]
paragraph: Bitches (open).—F. H. White, Netta, 1; Mrs A. Deans, Dusky, 2. [796,303,943,324]
paragraph: Orpington, A.C., duck.—Healy Bros. 1. [962,506,1092,516]
paragraph: Puppies, dogs or bitches, under 12 months.—J. Kenrick, Heather Jack, 1. Only competitor. [638,396,785,427]
paragraph: Two Ewes, over 18 months, with lambs at foot.—F. A. Bremer, 1. [481,643,627,663]
sub-heading: EXHIBITION ONLY. [832,1431,907,1441]
paragraph: Best pen of five Lambs, any breed, bred by exhibitor.—F. A. Bremer, 1. [481,317,627,337]
paragraph: Mare, under 15.2 hands (other than thoroughbred), visibly in foal or with foal at foot, best calculated for breeding carriage horses or weight-carrying hacks.—W. Robertson, Dolly, by Pilot, 1. Only entry. [481,1276,627,1327]
section-heading: CATTLE. [374,200,419,211]
paragraph: Pigs are well represented, Berkshire and Black Devon predominating. [165,1381,312,1402]
paragraph: Cow, calved prior to July 1st.—Geo. Ferguson, 1. [323,1537,470,1558]
paragraph: Dogs (open).—A. Ferguson, Tiny, 2. [804,1526,924,1536]
